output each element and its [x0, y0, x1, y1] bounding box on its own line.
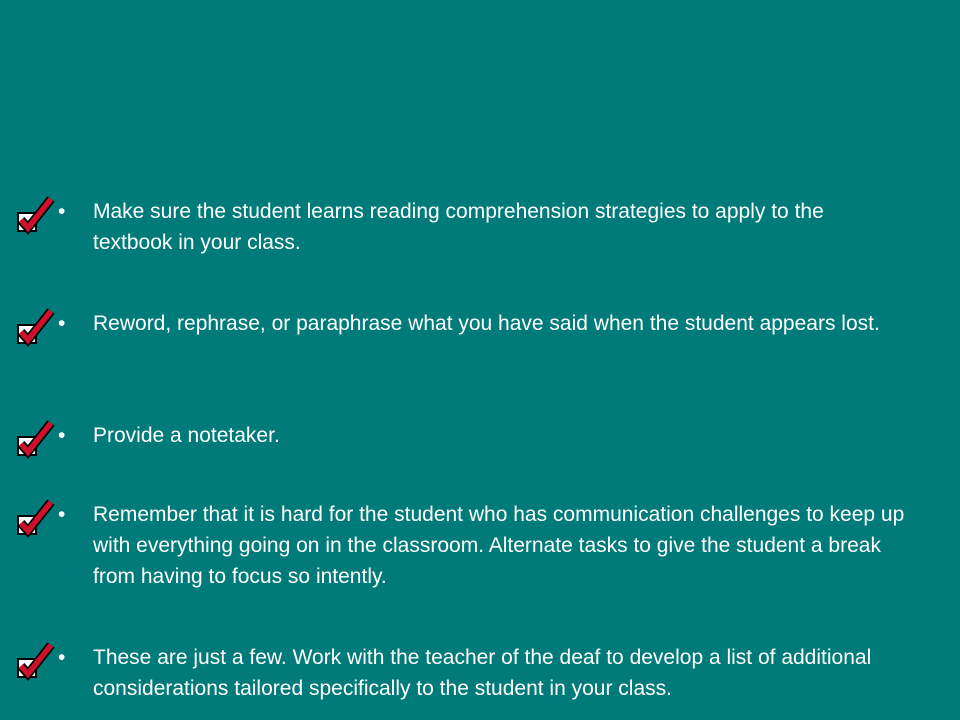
bullet-text: These are just a few. Work with the teacher of the deaf to develop a list of additional considerations tailored specifically to the student in your class.	[93, 646, 872, 700]
checkbox-checked-icon	[14, 417, 58, 461]
bullet-text: Provide a notetaker.	[93, 424, 280, 447]
bullet-dot: •	[58, 200, 66, 223]
bullet-dot: •	[58, 646, 66, 669]
bullet-text: Make sure the student learns reading comprehension strategies to apply to the textbook in your class.	[93, 200, 824, 254]
bullet-text: Remember that it is hard for the student who has communication challenges to keep up with everything going on in the classroom. Alternate tasks to give the student a break from having to focus so intently.	[93, 503, 905, 588]
bullet-dot: •	[58, 503, 66, 526]
checkbox-checked-icon	[14, 305, 58, 349]
bullet-dot: •	[58, 312, 66, 335]
bullet-text: Reword, rephrase, or paraphrase what you have said when the student appears lost.	[93, 312, 880, 335]
checkbox-checked-icon	[14, 193, 58, 237]
checkbox-checked-icon	[14, 639, 58, 683]
checkbox-checked-icon	[14, 496, 58, 540]
bullet-dot: •	[58, 424, 66, 447]
